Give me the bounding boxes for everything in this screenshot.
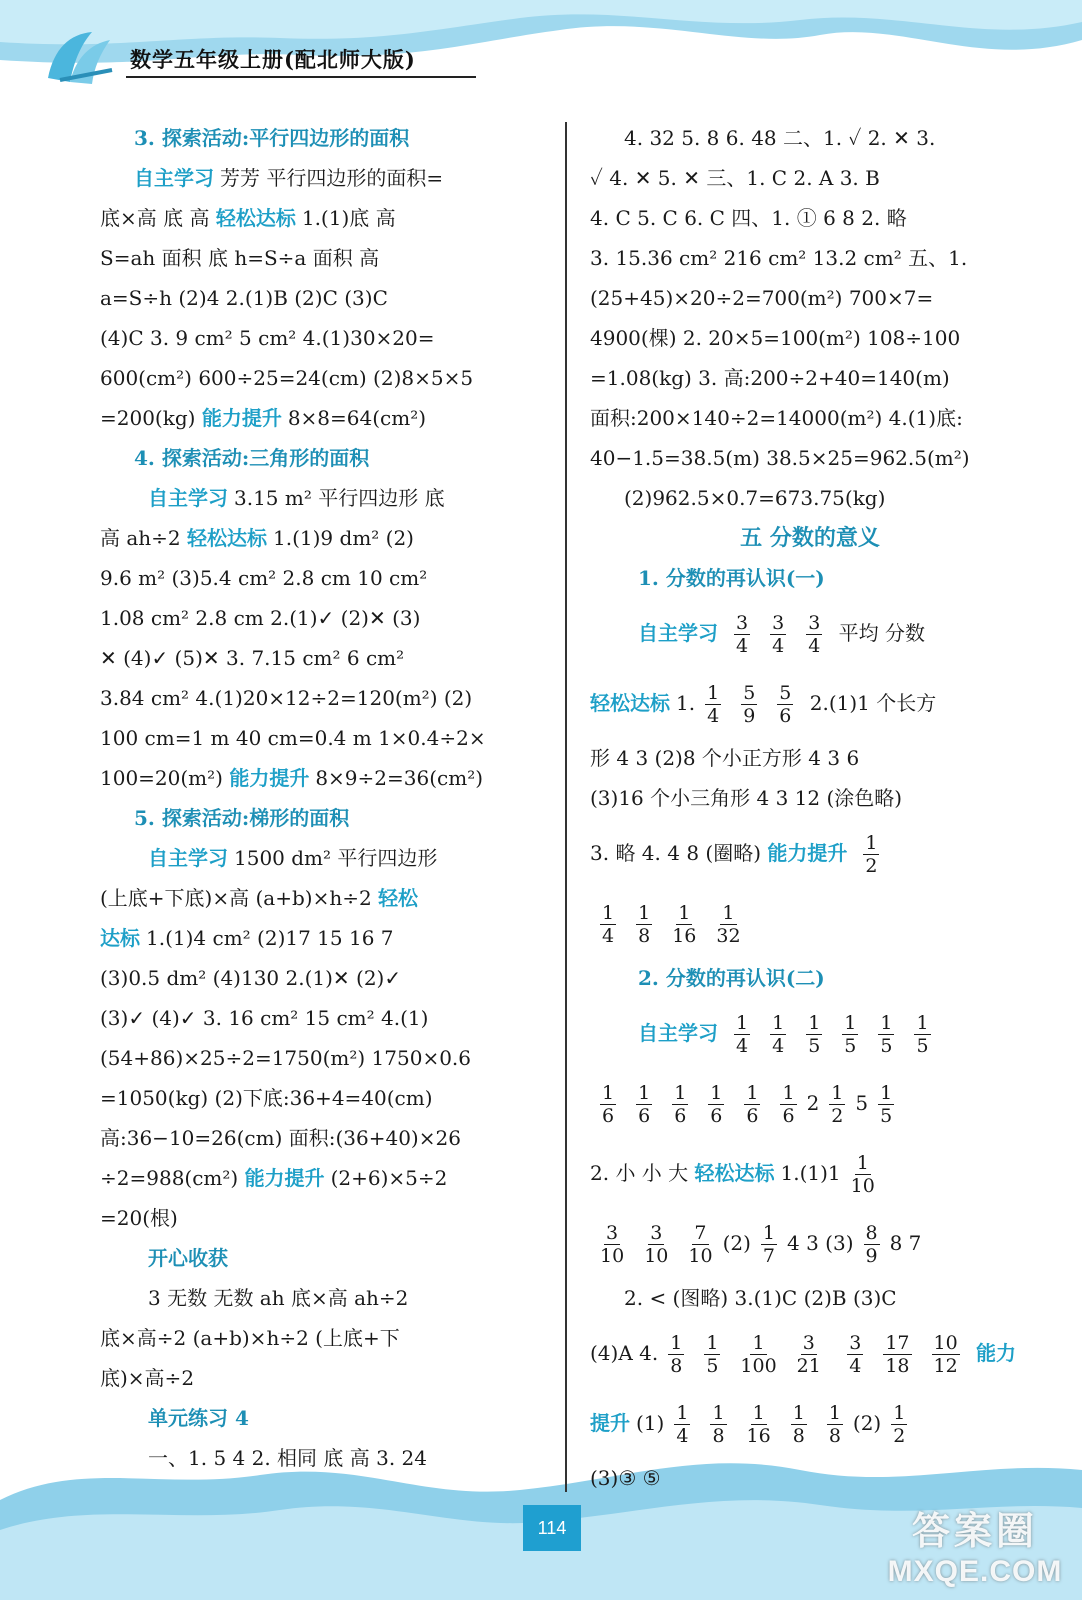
fraction [740, 1332, 776, 1377]
fraction-wrap [819, 1082, 855, 1127]
fraction-numerator: 1 [880, 1082, 893, 1104]
fraction [704, 1332, 720, 1377]
fraction-numerator: 1 [782, 1082, 795, 1104]
fraction-group [724, 1012, 941, 1057]
answer-text: 1.08 cm² 2.8 cm 2.(1)✓ (2)✕ (3) [100, 606, 421, 630]
answer-text: 2. < (图略) 3.(1)C (2)B (3)C [624, 1286, 897, 1310]
fraction-denominator: 10 [850, 1175, 875, 1197]
fraction [761, 1222, 777, 1267]
fraction-numerator: 1 [678, 902, 691, 924]
fraction-denominator: 16 [746, 1425, 771, 1447]
label-tag: 能力提升 [767, 841, 848, 865]
fraction-denominator: 6 [674, 1105, 687, 1127]
fraction-denominator: 4 [736, 1035, 749, 1057]
fraction-numerator: 7 [694, 1222, 707, 1244]
fraction-denominator: 6 [746, 1105, 759, 1127]
fraction-group [837, 1332, 969, 1377]
answer-text: 面积:200×140÷2=14000(m²) 4.(1)底: [590, 406, 963, 430]
fraction-numerator: 1 [736, 1012, 749, 1034]
fraction-denominator: 6 [782, 1105, 795, 1127]
label-tag: 能力提升 [201, 406, 282, 430]
fraction [806, 1012, 822, 1057]
answer-text: 2 [806, 1091, 820, 1115]
fraction [705, 682, 721, 727]
fraction [883, 1332, 911, 1377]
fraction-denominator: 16 [672, 925, 697, 947]
fraction-denominator: 9 [865, 1245, 878, 1267]
answer-text: 1.(1)1 [780, 1161, 841, 1185]
fraction-numerator: 5 [779, 682, 792, 704]
fraction-numerator: 3 [650, 1222, 663, 1244]
answer-text: 1. [676, 691, 696, 715]
answer-text: (上底+下底)×高 (a+b)×h÷2 [100, 886, 372, 910]
fraction-denominator: 100 [740, 1355, 777, 1377]
fraction-denominator: 5 [844, 1035, 857, 1057]
fraction-denominator: 4 [676, 1425, 689, 1447]
fraction-group [658, 1332, 831, 1377]
answer-text: 一、1. 5 4 2. 相同 底 高 3. 24 [148, 1446, 428, 1470]
answer-text: S=ah 面积 底 h=S÷a 面积 高 [100, 246, 380, 270]
fraction [644, 1222, 668, 1267]
answer-text: =20(根) [100, 1206, 178, 1230]
fraction-numerator: 3 [808, 612, 821, 634]
fraction [829, 1082, 845, 1127]
label-tag: 能力提升 [229, 766, 310, 790]
answer-text: 芳芳 平行四边形的面积= [220, 166, 444, 190]
fraction-numerator: 1 [722, 902, 735, 924]
answer-text: 3 无数 无数 ah 底×高 ah÷2 [148, 1286, 409, 1310]
label-tag: 轻松达标 [187, 526, 268, 550]
answer-text: ✕ (4)✓ (5)✕ 3. 7.15 cm² 6 cm² [100, 646, 405, 670]
fraction-numerator: 1 [880, 1012, 893, 1034]
fraction-wrap [853, 832, 889, 877]
fraction-numerator: 1 [710, 1082, 723, 1104]
fraction-denominator: 21 [796, 1355, 821, 1377]
fraction-wrap [854, 1222, 890, 1267]
fraction [864, 1222, 880, 1267]
column-divider [565, 122, 567, 1492]
fraction-denominator: 6 [779, 705, 792, 727]
fraction-numerator: 1 [916, 1012, 929, 1034]
book-title: 数学五年级上册(配北师大版) [130, 47, 416, 72]
answer-text: 4. C 5. C 6. C 四、1. ① 6 8 2. 略 [590, 206, 907, 230]
fraction [716, 902, 740, 947]
label-tag: 自主学习 [638, 1021, 718, 1045]
answer-text: (4)C 3. 9 cm² 5 cm² 4.(1)30×20= [100, 326, 435, 350]
fraction-numerator: 1 [844, 1012, 857, 1034]
fraction [851, 1152, 875, 1197]
fraction [827, 1402, 843, 1447]
fraction-numerator: 1 [792, 1402, 805, 1424]
fraction-denominator: 6 [710, 1105, 723, 1127]
label-tag: 自主学习 [134, 166, 214, 190]
fraction-numerator: 1 [706, 1332, 719, 1354]
fraction-numerator: 3 [606, 1222, 619, 1244]
fraction-denominator: 8 [712, 1425, 725, 1447]
answer-text: (3)③ ⑤ [590, 1466, 661, 1490]
fraction-wrap [881, 1402, 917, 1447]
fraction-group [590, 902, 751, 947]
fraction [932, 1332, 960, 1377]
fraction-denominator: 32 [716, 925, 741, 947]
fraction-denominator: 18 [885, 1355, 910, 1377]
fraction-denominator: 4 [772, 635, 785, 657]
label-tag: 能力提升 [244, 1166, 325, 1190]
answer-text: 高 ah÷2 [100, 526, 181, 550]
fraction [672, 1082, 688, 1127]
fraction [863, 832, 879, 877]
fraction-denominator: 8 [792, 1425, 805, 1447]
answer-text: (2) [852, 1411, 882, 1435]
answer-text: 2.(1)1 个长方 [809, 691, 937, 715]
chapter-title: 五 分数的意义 [740, 525, 880, 551]
answer-text: 高:36−10=26(cm) 面积:(36+40)×26 [100, 1126, 461, 1150]
fraction-denominator: 6 [602, 1105, 615, 1127]
fraction-numerator: 1 [828, 1402, 841, 1424]
answer-text: 1500 dm² 平行四边形 [234, 846, 438, 870]
fraction-denominator: 5 [880, 1105, 893, 1127]
watermark-line2: MXQE.COM [887, 1555, 1063, 1588]
fraction-numerator: 1 [752, 1332, 765, 1354]
answer-text: 1.(1)9 dm² (2) [273, 526, 414, 550]
fraction-denominator: 2 [893, 1425, 906, 1447]
answer-text: ✓ 4. ✕ 5. ✕ 三、1. C 2. A 3. B [590, 166, 880, 190]
answer-text: (25+45)×20÷2=700(m²) 700×7= [590, 286, 934, 310]
label-tag: 自主学习 [148, 846, 228, 870]
answer-text: 2. 小 小 大 [590, 1161, 689, 1185]
answer-text: 40−1.5=38.5(m) 38.5×25=962.5(m²) [590, 446, 970, 470]
answer-text: 底)×高÷2 [100, 1366, 195, 1390]
answer-text: (1) [636, 1411, 665, 1435]
fraction-denominator: 4 [736, 635, 749, 657]
fraction-group [590, 1222, 723, 1267]
label-tag: 达标 [100, 926, 140, 950]
fraction [708, 1082, 724, 1127]
fraction-numerator: 1 [712, 1402, 725, 1424]
left-column [100, 118, 545, 1478]
fraction-denominator: 4 [602, 925, 615, 947]
right-column [590, 118, 1030, 1498]
page-number: 114 [523, 1505, 581, 1551]
fraction-numerator: 1 [808, 1012, 821, 1034]
answer-text: 底×高 底 高 [100, 206, 210, 230]
fraction [600, 1082, 616, 1127]
fraction-numerator: 1 [762, 1222, 775, 1244]
fraction-numerator: 1 [856, 1152, 869, 1174]
answer-text: 3. 略 4. 4 8 (圈略) [590, 841, 762, 865]
fraction [600, 902, 616, 947]
fraction-group [724, 612, 832, 657]
fraction-wrap [751, 1222, 787, 1267]
section-title: 1. 分数的再认识(一) [638, 566, 825, 590]
label-tag: 轻松 [378, 886, 419, 910]
fraction [842, 1012, 858, 1057]
fraction [891, 1402, 907, 1447]
fraction-numerator: 3 [849, 1332, 862, 1354]
section-title: 3. 探索活动:平行四边形的面积 [134, 126, 410, 150]
fraction-numerator: 1 [674, 1082, 687, 1104]
label-tag: 轻松达标 [215, 206, 296, 230]
answer-text: =1050(kg) (2)下底:36+4=40(cm) [100, 1086, 433, 1110]
answer-text: 8×9÷2=36(cm²) [315, 766, 484, 790]
answer-text: (2) [722, 1231, 751, 1255]
fraction-denominator: 12 [933, 1355, 958, 1377]
fraction-numerator: 1 [752, 1402, 765, 1424]
fraction-denominator: 7 [762, 1245, 775, 1267]
watermark-line1: 答案圈 [911, 1511, 1038, 1553]
fraction-denominator: 4 [849, 1355, 862, 1377]
fraction-numerator: 1 [638, 1082, 651, 1104]
answer-text: (4)A 4. [590, 1341, 659, 1365]
fraction-wrap [868, 1082, 904, 1127]
answer-text: 8×8=64(cm²) [287, 406, 427, 430]
label-tag: 轻松达标 [694, 1161, 775, 1185]
fraction [791, 1402, 807, 1447]
fraction-numerator: 5 [743, 682, 756, 704]
fraction-denominator: 8 [670, 1355, 683, 1377]
answer-text: (54+86)×25÷2=1750(m²) 1750×0.6 [100, 1046, 472, 1070]
fraction [747, 1402, 771, 1447]
fraction-denominator: 4 [772, 1035, 785, 1057]
fraction [734, 1012, 750, 1057]
answer-text: 100=20(m²) [100, 766, 223, 790]
answer-text: 4900(棵) 2. 20×5=100(m²) 108÷100 [590, 326, 961, 350]
fraction-numerator: 1 [638, 902, 651, 924]
fraction-denominator: 8 [828, 1425, 841, 1447]
answer-text: 600(cm²) 600÷25=24(cm) (2)8×5×5 [100, 366, 474, 390]
answer-text: 平均 分数 [838, 621, 925, 645]
answer-text: 底×高÷2 (a+b)×h÷2 (上底+下 [100, 1326, 400, 1350]
fraction-numerator: 10 [933, 1332, 958, 1354]
answer-text: =1.08(kg) 3. 高:200÷2+40=140(m) [590, 366, 950, 390]
fraction [636, 1082, 652, 1127]
fraction-numerator: 1 [772, 1012, 785, 1034]
fraction [688, 1222, 712, 1267]
fraction-denominator: 6 [638, 1105, 651, 1127]
fraction [668, 1332, 684, 1377]
fraction-group [695, 682, 803, 727]
fraction-numerator: 1 [602, 1082, 615, 1104]
fraction-denominator: 8 [638, 925, 651, 947]
label-tag: 轻松达标 [590, 691, 670, 715]
fraction-denominator: 4 [707, 705, 720, 727]
fraction [741, 682, 757, 727]
fraction [770, 1012, 786, 1057]
fraction-numerator: 3 [772, 612, 785, 634]
label-tag: 提升 [590, 1411, 630, 1435]
answer-text: (3)✓ (4)✓ 3. 16 cm² 15 cm² 4.(1) [100, 1006, 429, 1030]
fraction-numerator: 1 [602, 902, 615, 924]
fraction [710, 1402, 726, 1447]
fraction-group [664, 1402, 853, 1447]
watermark [880, 1500, 1070, 1589]
fraction-denominator: 4 [808, 635, 821, 657]
fraction-numerator: 3 [802, 1332, 815, 1354]
fraction [878, 1082, 894, 1127]
fraction [600, 1222, 624, 1267]
fraction-denominator: 5 [880, 1035, 893, 1057]
fraction-numerator: 1 [865, 832, 878, 854]
fraction-denominator: 10 [600, 1245, 625, 1267]
label-tag: 能力 [976, 1341, 1017, 1365]
fraction [674, 1402, 690, 1447]
fraction [770, 612, 786, 657]
fraction-denominator: 5 [916, 1035, 929, 1057]
answer-text: 3.15 m² 平行四边形 底 [234, 486, 445, 510]
fraction-denominator: 10 [644, 1245, 669, 1267]
answer-text: a=S÷h (2)4 2.(1)B (2)C (3)C [100, 286, 388, 310]
fraction-denominator: 5 [808, 1035, 821, 1057]
fraction [777, 682, 793, 727]
fraction [734, 612, 750, 657]
answer-text: ÷2=988(cm²) [100, 1166, 239, 1190]
fraction [878, 1012, 894, 1057]
fraction-denominator: 2 [865, 855, 878, 877]
book-logo-icon [40, 28, 118, 88]
fraction-numerator: 1 [670, 1332, 683, 1354]
fraction [914, 1012, 930, 1057]
answer-text: 9.6 m² (3)5.4 cm² 2.8 cm 10 cm² [100, 566, 428, 590]
fraction-numerator: 1 [676, 1402, 689, 1424]
answer-text: =200(kg) [100, 406, 196, 430]
answer-text: (2)962.5×0.7=673.75(kg) [624, 486, 886, 510]
section-title: 5. 探索活动:梯形的面积 [134, 806, 350, 830]
fraction [636, 902, 652, 947]
answer-text: 1.(1)4 cm² (2)17 15 16 7 [146, 926, 394, 950]
fraction-denominator: 2 [831, 1105, 844, 1127]
answer-text: 形 4 3 (2)8 个小正方形 4 3 6 [590, 746, 860, 770]
fraction-numerator: 1 [746, 1082, 759, 1104]
fraction [806, 612, 822, 657]
fraction-numerator: 8 [865, 1222, 878, 1244]
answer-text: 1.(1)底 高 [301, 206, 396, 230]
fraction-wrap [841, 1152, 885, 1197]
section-title: 单元练习 4 [148, 1406, 249, 1430]
fraction-group [590, 1082, 807, 1127]
fraction-denominator: 5 [706, 1355, 719, 1377]
answer-text: 5 [855, 1091, 869, 1115]
fraction-numerator: 17 [885, 1332, 910, 1354]
answer-text: (2+6)×5÷2 [330, 1166, 448, 1190]
answer-text: 3.84 cm² 4.(1)20×12÷2=120(m²) (2) [100, 686, 473, 710]
answer-text: 3. 15.36 cm² 216 cm² 13.2 cm² 五、1. [590, 246, 968, 270]
label-tag: 自主学习 [638, 621, 718, 645]
fraction [847, 1332, 863, 1377]
fraction-denominator: 9 [743, 705, 756, 727]
answer-text: 100 cm=1 m 40 cm=0.4 m 1×0.4÷2× [100, 726, 486, 750]
fraction-denominator: 10 [688, 1245, 713, 1267]
fraction-numerator: 3 [736, 612, 749, 634]
label-tag: 自主学习 [148, 486, 228, 510]
answer-text: 4. 32 5. 8 6. 48 二、1. ✓ 2. ✕ 3. [624, 126, 936, 150]
fraction-numerator: 1 [707, 682, 720, 704]
section-title: 4. 探索活动:三角形的面积 [134, 446, 370, 470]
fraction [744, 1082, 760, 1127]
fraction [672, 902, 696, 947]
answer-text: (3)16 个小三角形 4 3 12 (涂色略) [590, 786, 903, 810]
fraction [797, 1332, 821, 1377]
fraction-numerator: 1 [831, 1082, 844, 1104]
answer-text: 8 7 [889, 1231, 922, 1255]
fraction-numerator: 1 [893, 1402, 906, 1424]
answer-text: (3)0.5 dm² (4)130 2.(1)✕ (2)✓ [100, 966, 402, 990]
fraction [780, 1082, 796, 1127]
section-title: 开心收获 [148, 1246, 228, 1270]
title-underline [126, 76, 476, 78]
answer-text: 4 3 (3) [787, 1231, 854, 1255]
section-title: 2. 分数的再认识(二) [638, 966, 825, 990]
